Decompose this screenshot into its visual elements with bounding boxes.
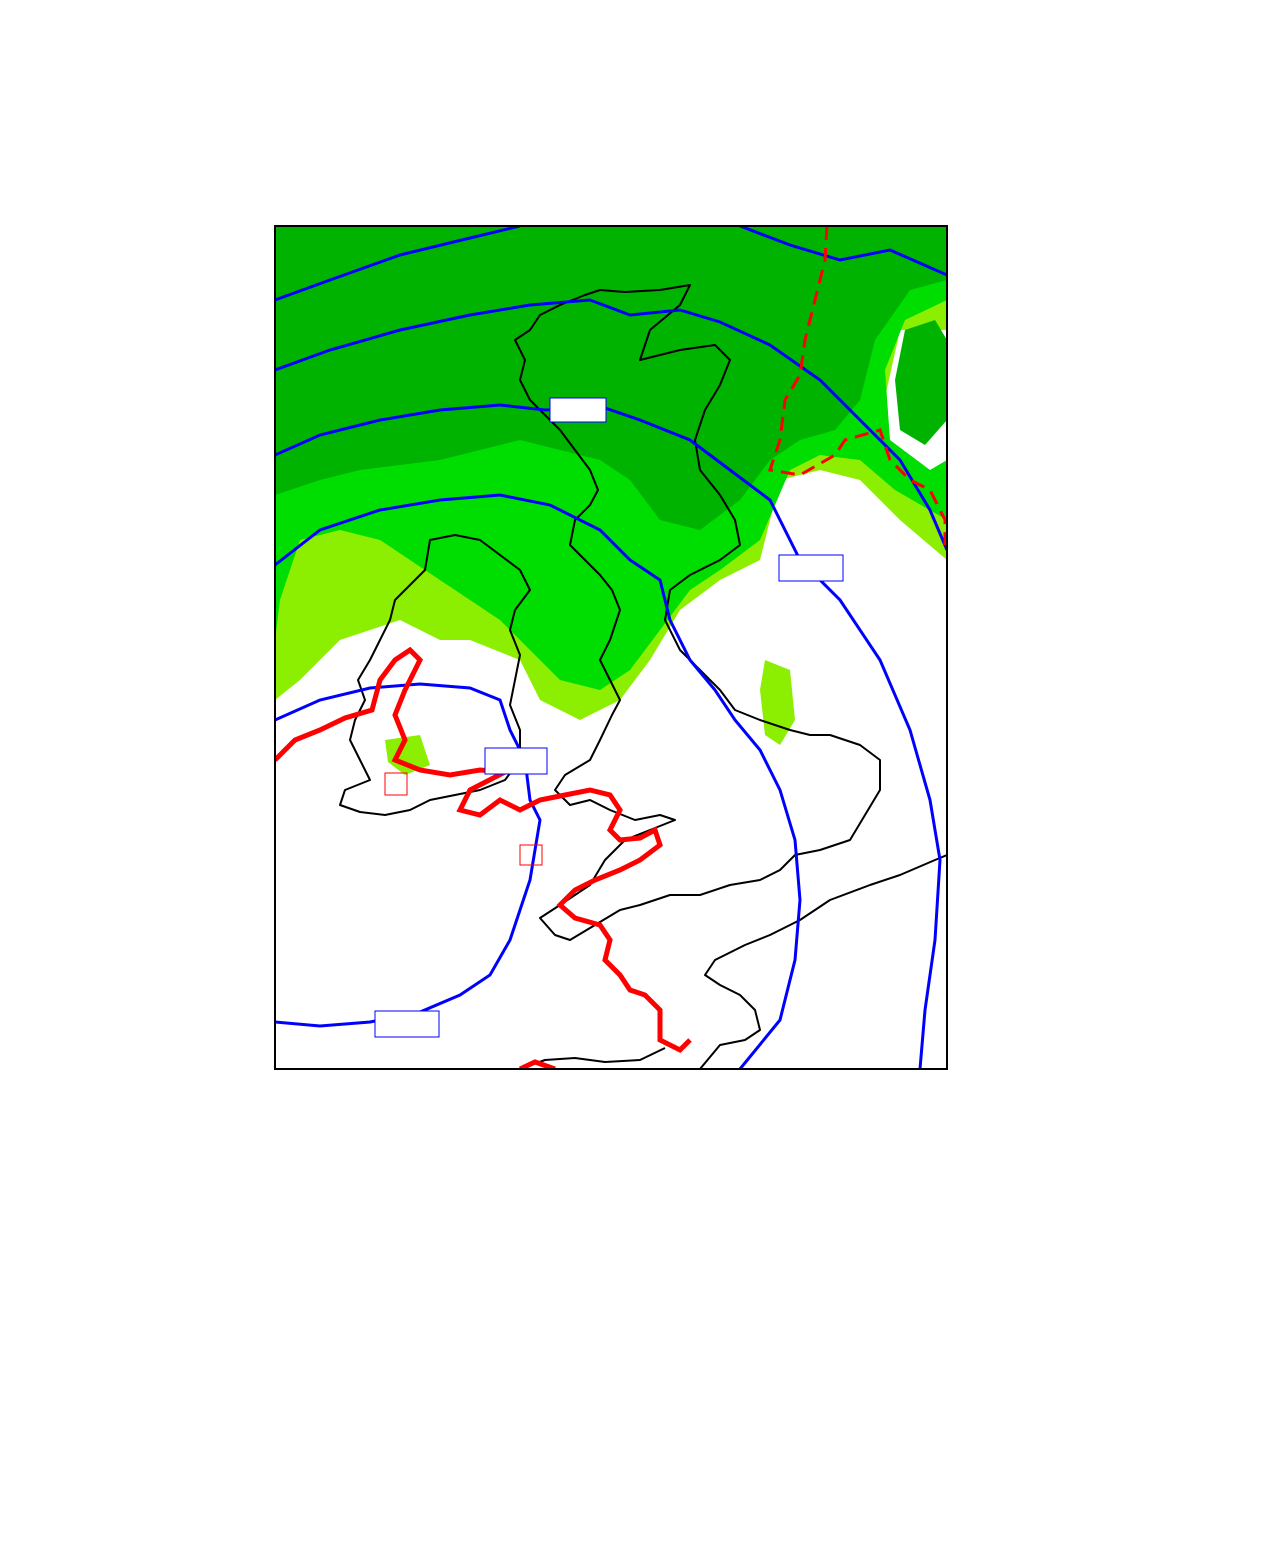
map-plot-area — [275, 226, 947, 1069]
